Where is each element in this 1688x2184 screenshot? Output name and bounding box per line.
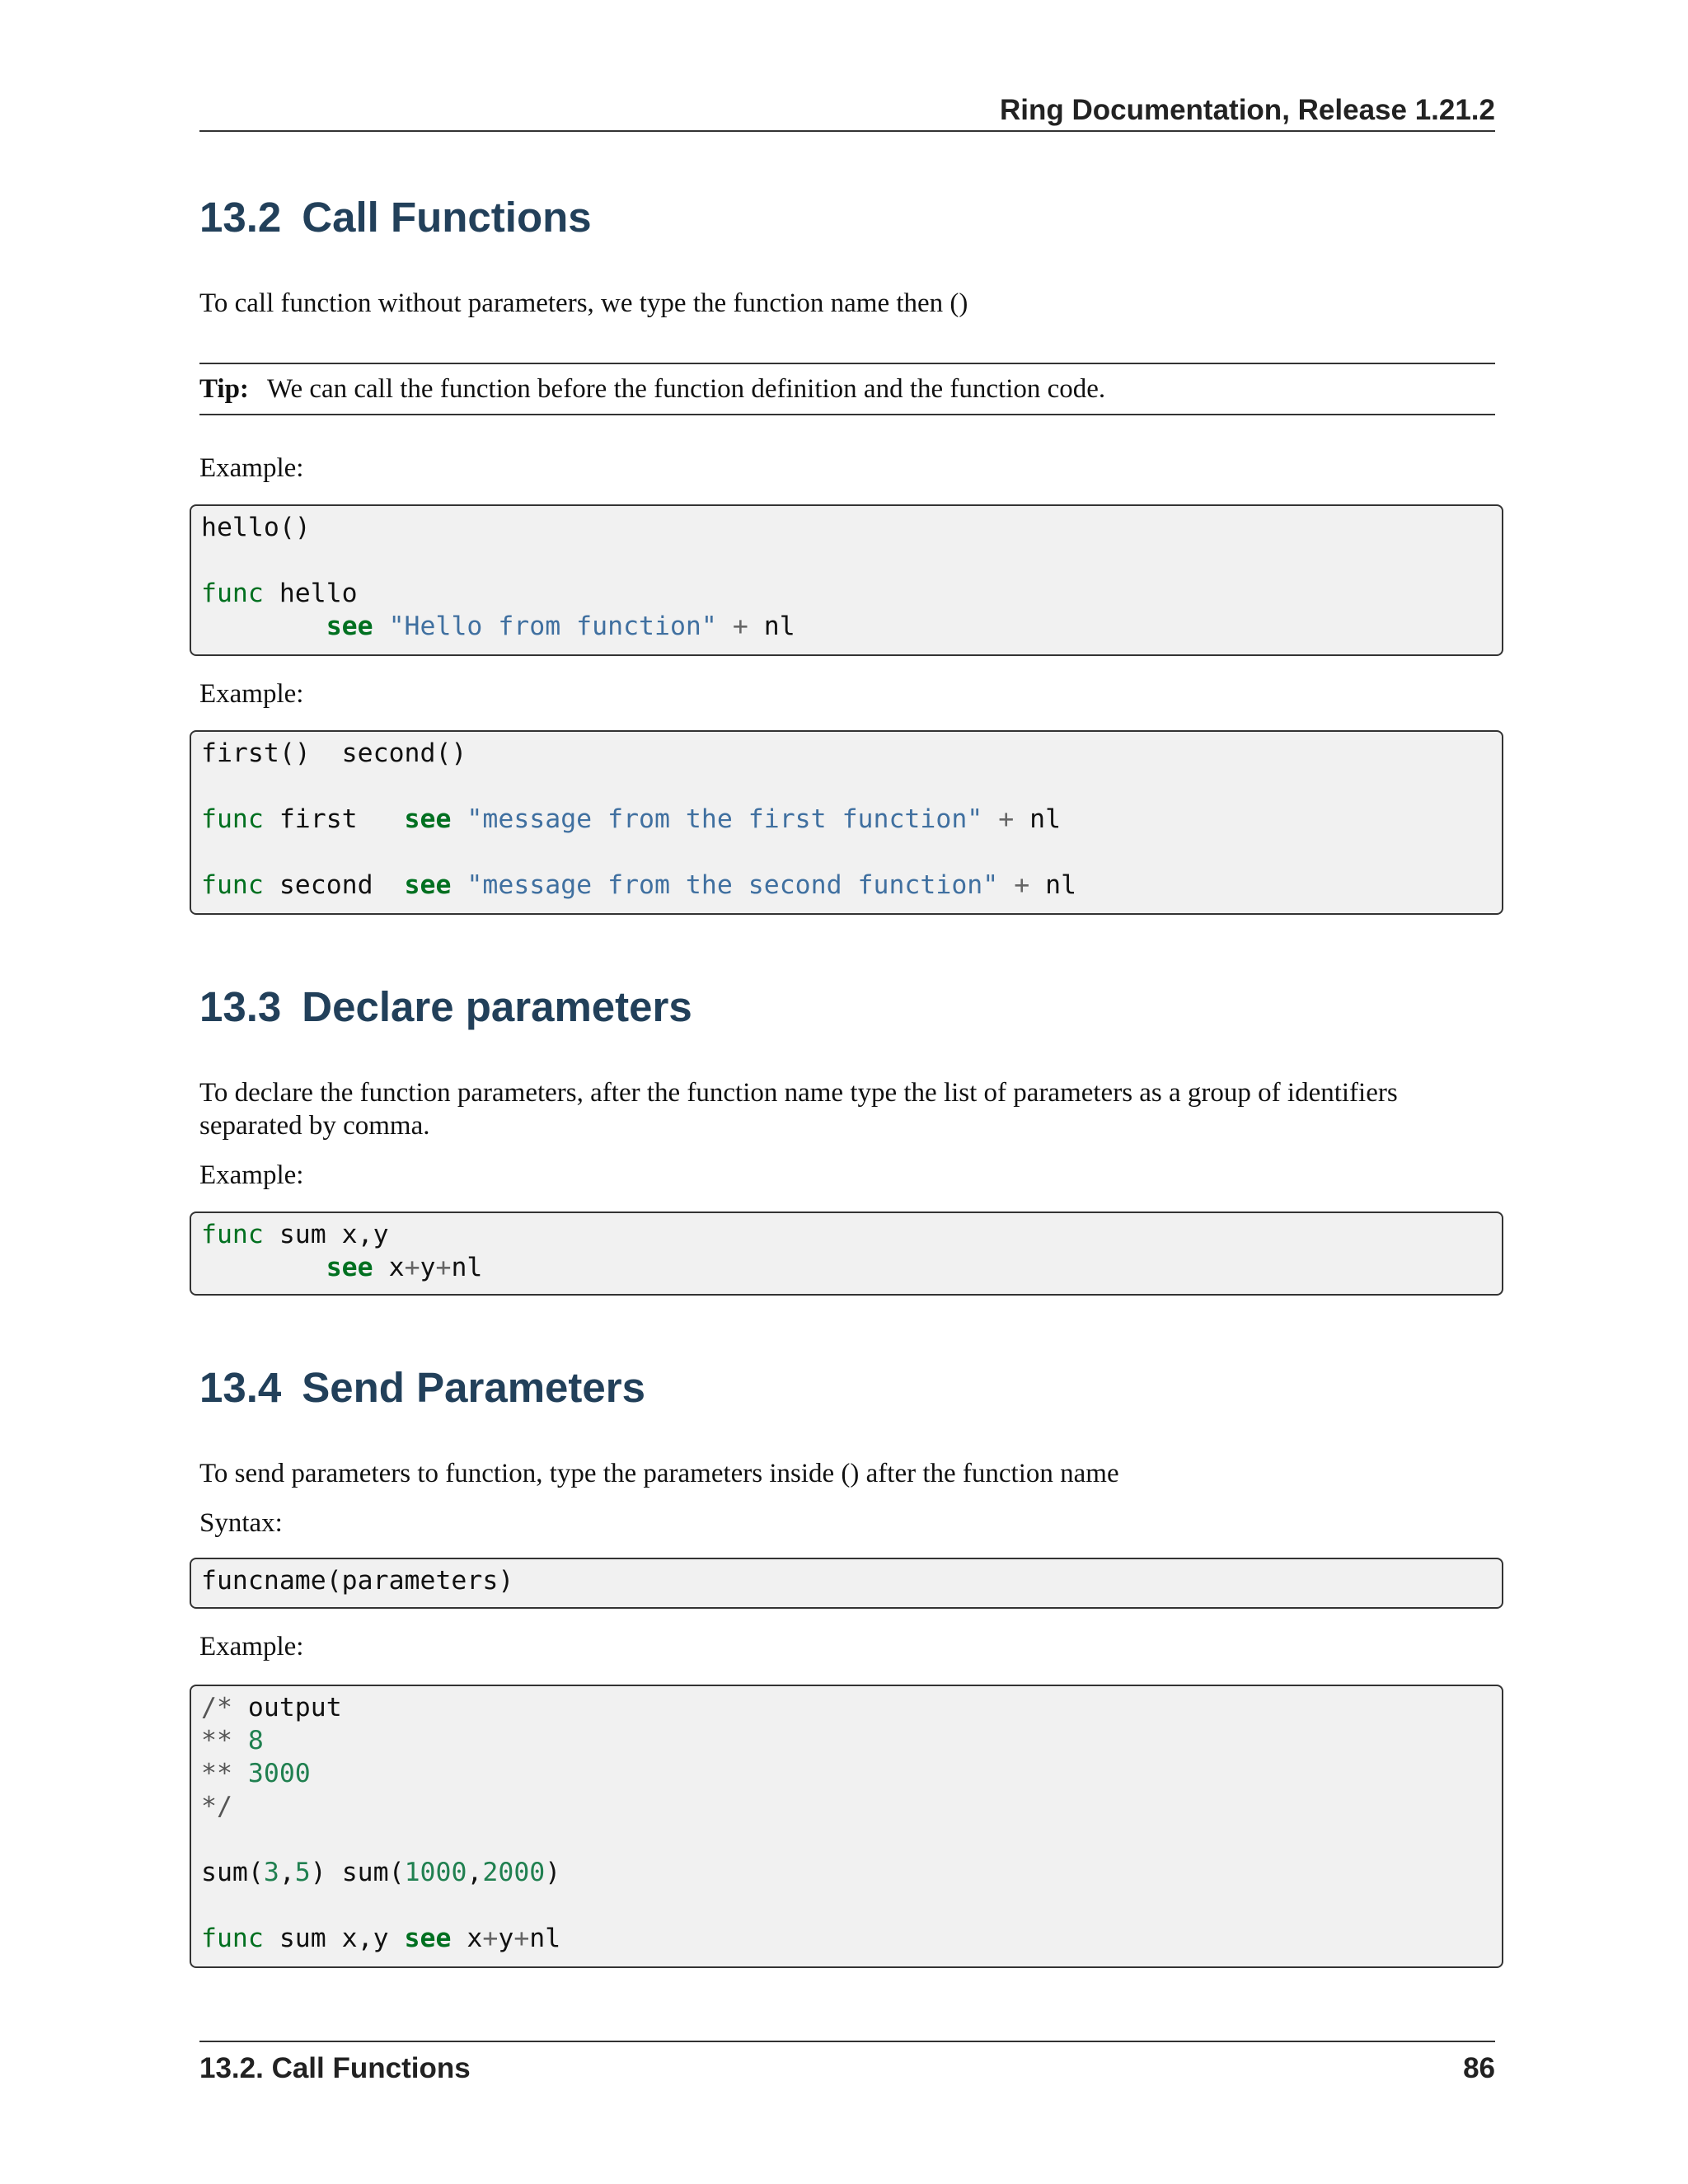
code-block-hello <box>190 504 1503 656</box>
code-line: see x+y+nl <box>326 1253 483 1282</box>
code-line <box>201 836 1492 869</box>
section-heading-send-parameters <box>199 1361 645 1414</box>
operator: + <box>732 612 748 641</box>
code-line <box>201 737 1492 770</box>
paragraph-send-parameters-intro: To send parameters to function, type the parameters inside () after the function name <box>199 1459 1119 1488</box>
code-line: sum(3,5) sum(1000,2000) <box>201 1858 561 1887</box>
code-token: funcname(parameters) <box>201 1566 514 1596</box>
number-literal: 8 <box>247 1726 264 1755</box>
section-title: Send Parameters <box>302 1364 645 1411</box>
keyword: func <box>201 1220 264 1249</box>
code-line <box>201 1724 1492 1757</box>
tip-admonition <box>199 363 1495 415</box>
code-line <box>201 1823 1492 1856</box>
comment-marker: ** <box>201 1726 232 1755</box>
number-literal: 1000 <box>404 1858 467 1887</box>
operator: + <box>1014 870 1030 900</box>
page-number: 86 <box>1463 2052 1495 2084</box>
running-footer <box>199 2041 1495 2088</box>
paragraph-declare-parameters-intro: To declare the function parameters, after the function name type the list of parameters as a group of identifiers separated by comma. <box>199 1078 1398 1141</box>
section-heading-declare-parameters <box>199 981 692 1033</box>
code-line <box>201 770 1492 803</box>
section-heading-call-functions <box>199 191 592 244</box>
keyword: func <box>201 804 264 834</box>
code-token: first() second() <box>201 738 467 768</box>
code-line <box>201 511 1492 544</box>
syntax-label: Syntax: <box>199 1508 283 1538</box>
code-line: func first see "message from the first function" + nl <box>201 804 1062 834</box>
comment-marker: /* <box>201 1693 232 1722</box>
keyword: see <box>326 1253 373 1282</box>
code-block-syntax <box>190 1558 1503 1609</box>
number-literal: 5 <box>294 1858 311 1887</box>
code-line: /* output <box>201 1693 342 1722</box>
section-number: 13.3 <box>199 983 282 1030</box>
code-line <box>201 1889 1492 1922</box>
example-label: Example: <box>199 679 304 709</box>
code-line: func sum x,y see x+y+nl <box>201 1924 561 1953</box>
code-line <box>201 1790 1492 1823</box>
comment-marker: ** <box>201 1759 232 1788</box>
section-number: 13.4 <box>199 1364 282 1411</box>
code-line: func second see "message from the second function" + nl <box>201 870 1077 900</box>
code-block-first-second <box>190 730 1503 915</box>
code-line <box>201 1757 1492 1790</box>
number-literal: 3000 <box>247 1759 311 1788</box>
operator: + <box>998 804 1015 834</box>
string-literal: "Hello from function" <box>388 612 717 641</box>
code-line <box>201 544 1492 577</box>
section-title: Declare parameters <box>302 983 692 1030</box>
footer-section-title: 13.2. Call Functions <box>199 2052 471 2084</box>
tip-label: Tip: <box>199 374 249 404</box>
tip-text: We can call the function before the function definition and the function code. <box>266 374 1106 404</box>
code-line <box>201 1564 1492 1597</box>
code-line: func sum x,y <box>201 1220 389 1249</box>
number-literal: 2000 <box>482 1858 546 1887</box>
string-literal: "message from the first function" <box>467 804 983 834</box>
keyword: see <box>326 612 373 641</box>
keyword: func <box>201 579 264 608</box>
code-token: hello() <box>201 513 311 542</box>
code-block-sum-send <box>190 1685 1503 1968</box>
keyword: func <box>201 870 264 900</box>
keyword: see <box>404 870 452 900</box>
section-title: Call Functions <box>302 194 592 241</box>
keyword: see <box>404 804 452 834</box>
code-line: func hello <box>201 579 358 608</box>
running-header: Ring Documentation, Release 1.21.2 <box>199 91 1495 132</box>
example-label: Example: <box>199 1160 304 1190</box>
code-block-sum-declare <box>190 1212 1503 1296</box>
keyword: func <box>201 1924 264 1953</box>
operator: + <box>482 1924 499 1953</box>
section-number: 13.2 <box>199 194 282 241</box>
paragraph-call-functions-intro: To call function without parameters, we type the function name then () <box>199 288 968 318</box>
code-line: see "Hello from function" + nl <box>326 612 795 641</box>
operator: + <box>435 1253 452 1282</box>
keyword: see <box>404 1924 452 1953</box>
operator: + <box>513 1924 530 1953</box>
example-label: Example: <box>199 1632 304 1661</box>
operator: + <box>404 1253 420 1282</box>
number-literal: 3 <box>263 1858 279 1887</box>
string-literal: "message from the second function" <box>467 870 999 900</box>
comment-marker: */ <box>201 1792 232 1821</box>
example-label: Example: <box>199 453 304 483</box>
